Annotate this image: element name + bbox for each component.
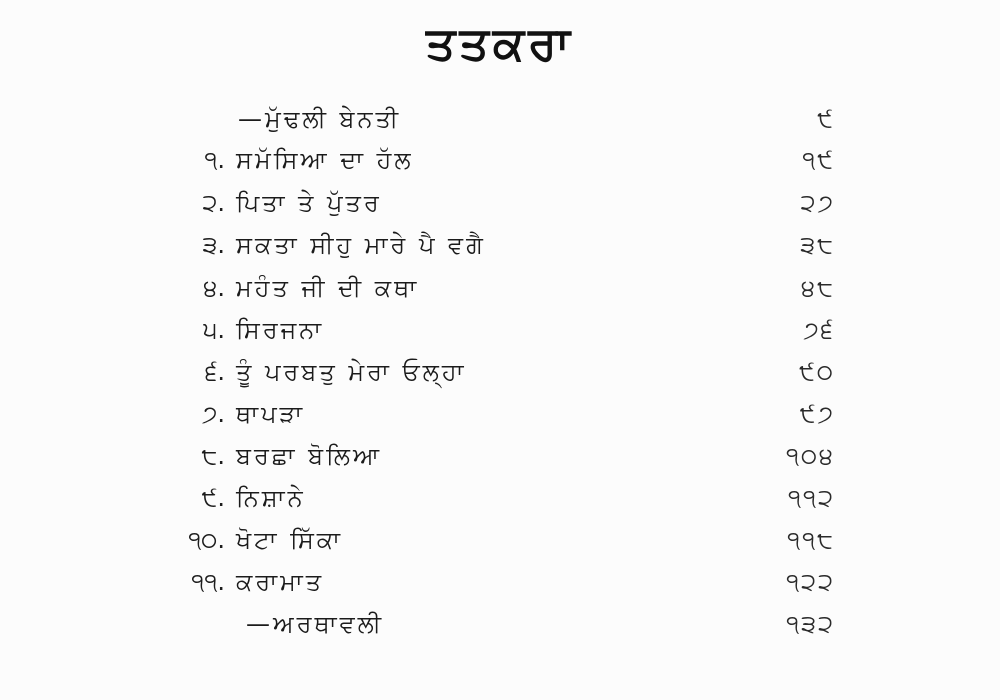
entry-page-number: ੧੯ — [802, 146, 835, 174]
toc-entry-preface[interactable] — [0, 98, 1000, 140]
toc-entry-1[interactable] — [0, 139, 1000, 181]
entry-number: ੨. — [202, 189, 225, 217]
toc-entry-2[interactable] — [0, 182, 1000, 224]
entry-page-number: ੧੧੨ — [788, 484, 835, 512]
entry-page-number: ੧੧੮ — [787, 526, 835, 554]
entry-title: —ਮੁੱਢਲੀ ਬੇਨਤੀ — [238, 105, 402, 133]
entry-title: ਸਿਰਜਨਾ — [236, 316, 325, 344]
entry-title: ਨਿਸ਼ਾਨੇ — [236, 484, 306, 512]
entry-number: ੧੧. — [191, 568, 225, 596]
table-of-contents — [0, 98, 1000, 658]
entry-page-number: ੩੮ — [800, 231, 835, 259]
entry-number: ੧. — [204, 146, 225, 174]
entry-title: ਬਰਛਾ ਬੋਲਿਆ — [236, 442, 383, 470]
entry-number: ੩. — [202, 231, 225, 259]
entry-number: ੪. — [203, 274, 225, 302]
entry-page-number: ੧੦੪ — [786, 442, 835, 470]
entry-page-number: ੯ — [817, 105, 835, 133]
entry-page-number: ੧੩੨ — [786, 610, 835, 638]
toc-entry-8[interactable] — [0, 435, 1000, 477]
toc-entry-5[interactable] — [0, 309, 1000, 351]
entry-title: ਥਾਪੜਾ — [236, 400, 306, 428]
entry-number: ੯. — [201, 484, 225, 512]
entry-title: —ਅਰਥਾਵਲੀ — [246, 610, 385, 638]
toc-entry-glossary[interactable] — [0, 603, 1000, 645]
entry-title: ਤੂੰ ਪਰਬਤੁ ਮੇਰਾ ਓਲ੍ਹਾ — [236, 358, 467, 386]
entry-page-number: ੨੭ — [800, 189, 835, 217]
toc-entry-10[interactable] — [0, 519, 1000, 561]
entry-page-number: ੯੦ — [799, 358, 835, 386]
entry-number: ੫. — [203, 316, 225, 344]
entry-title: ਸਕਤਾ ਸੀਹੁ ਮਾਰੇ ਪੈ ਵਗੈ — [236, 231, 486, 259]
page-title: ਤਤਕਰਾ — [426, 16, 574, 70]
entry-number: ੭. — [201, 400, 225, 428]
entry-title: ਸਮੱਸਿਆ ਦਾ ਹੱਲ — [236, 146, 414, 174]
entry-number: ੬. — [205, 358, 225, 386]
entry-title: ਪਿਤਾ ਤੇ ਪੁੱਤਰ — [236, 189, 382, 217]
toc-entry-9[interactable] — [0, 477, 1000, 519]
entry-page-number: ੧੨੨ — [786, 568, 835, 596]
entry-number: ੧੦. — [188, 526, 225, 554]
entry-page-number: ੪੮ — [801, 274, 835, 302]
toc-entry-11[interactable] — [0, 561, 1000, 603]
toc-entry-3[interactable] — [0, 224, 1000, 266]
entry-title: ਕਰਾਮਾਤ — [236, 568, 325, 596]
entry-number: ੮. — [201, 442, 225, 470]
toc-entry-7[interactable] — [0, 393, 1000, 435]
entry-title: ਖੋਟਾ ਸਿੱਕਾ — [236, 526, 344, 554]
entry-title: ਮਹੰਤ ਜੀ ਦੀ ਕਥਾ — [236, 274, 420, 302]
entry-page-number: ੭੬ — [803, 316, 835, 344]
toc-entry-6[interactable] — [0, 351, 1000, 393]
entry-page-number: ੯੭ — [799, 400, 835, 428]
toc-entry-4[interactable] — [0, 267, 1000, 309]
